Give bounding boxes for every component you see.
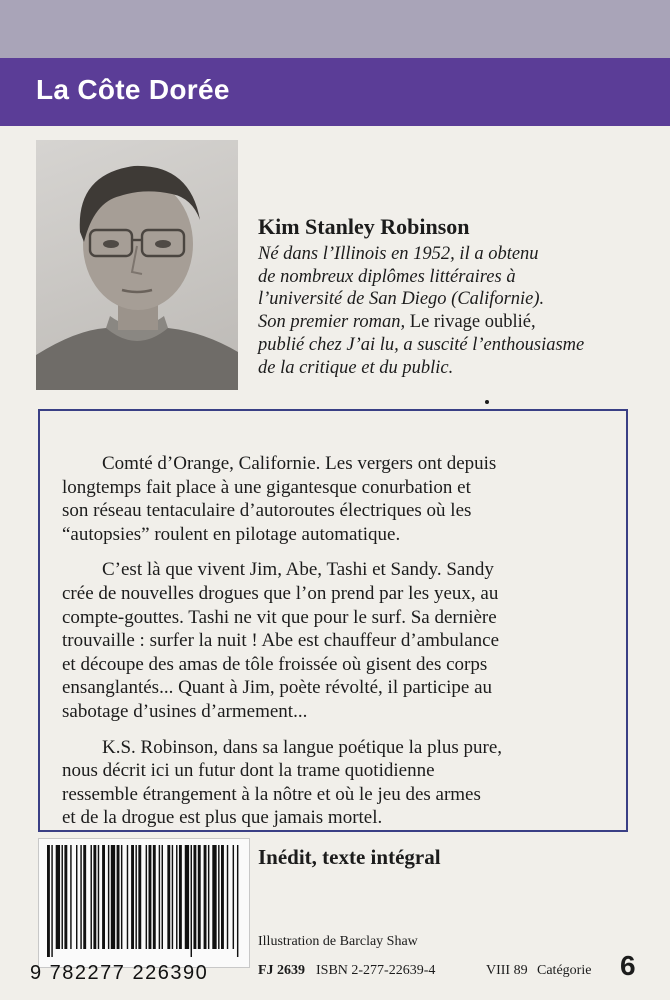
barcode-bar bbox=[162, 845, 163, 949]
barcode-bar bbox=[93, 845, 96, 949]
barcode-bar bbox=[102, 845, 105, 949]
blurb-line: crée de nouvelles drogues que l’on prend par les yeux, au bbox=[62, 582, 499, 604]
blurb-line: longtemps fait place à une gigantesque conurbation et bbox=[62, 476, 471, 498]
blurb-line: ensanglantés... Quant à Jim, poète révolté, il participe au bbox=[62, 677, 492, 699]
bio-line bbox=[258, 357, 668, 380]
blurb-line: trouvaille : surfer la nuit ! Abe est chauffeur d’ambulance bbox=[62, 630, 500, 652]
bio-text-run: Le rivage oublié, bbox=[409, 312, 536, 333]
barcode-bar bbox=[153, 845, 156, 949]
author-portrait-image bbox=[36, 140, 238, 390]
barcode-digits: 9 782277 226390 bbox=[30, 962, 209, 984]
barcode-bar bbox=[83, 845, 86, 949]
bio-text-run: Son premier roman, bbox=[258, 312, 410, 333]
bio-text-run: de nombreux diplômes littéraires à bbox=[258, 266, 516, 287]
isbn-number: ISBN 2-277-22639-4 bbox=[316, 963, 436, 978]
category-number: 6 bbox=[620, 950, 636, 981]
illustration-credit: Illustration de Barclay Shaw bbox=[258, 934, 418, 949]
barcode-bar bbox=[221, 845, 224, 949]
barcode-bar bbox=[237, 845, 238, 957]
bio-text-run: Né dans l’Illinois en 1952, il a obtenu bbox=[258, 244, 539, 264]
barcode-bar bbox=[176, 845, 177, 949]
cover-top-band bbox=[0, 0, 670, 58]
barcode-bar bbox=[208, 845, 209, 949]
isbn-barcode bbox=[38, 838, 250, 968]
bio-line bbox=[258, 311, 668, 334]
author-bio bbox=[258, 243, 668, 379]
barcode-bars bbox=[39, 839, 249, 957]
print-date: VIII 89 bbox=[486, 963, 528, 978]
bio-text-run: l’université de San Diego (Californie). bbox=[258, 289, 545, 310]
barcode-bar bbox=[76, 845, 77, 949]
barcode-bar bbox=[108, 845, 109, 949]
blurb-line: et découpe des amas de tôle froissée où gisent des corps bbox=[62, 653, 488, 675]
barcode-bar bbox=[167, 845, 170, 949]
barcode-bar bbox=[47, 845, 50, 957]
barcode-bar bbox=[98, 845, 99, 949]
barcode-bar bbox=[70, 845, 71, 949]
barcode-bar bbox=[212, 845, 216, 949]
barcode-bar bbox=[193, 845, 196, 949]
author-photo bbox=[36, 140, 238, 390]
separator-dot bbox=[485, 400, 489, 404]
barcode-bar bbox=[62, 845, 63, 949]
blurb-line: Comté d’Orange, Californie. Les vergers ont depuis bbox=[102, 453, 497, 474]
blurb-line: K.S. Robinson, dans sa langue poétique la plus pure, bbox=[102, 736, 503, 758]
paragraph-gap bbox=[62, 546, 622, 558]
barcode-bar bbox=[191, 845, 192, 957]
bio-line bbox=[258, 334, 668, 357]
bio-text-run: publié chez J’ai lu, a suscité l’enthousiasme bbox=[258, 334, 585, 355]
barcode-bar bbox=[172, 845, 173, 949]
category-label: Catégorie bbox=[537, 963, 592, 978]
blurb-line: ressemble étrangement à la nôtre et où le jeu des armes bbox=[62, 783, 481, 805]
bio-line bbox=[258, 266, 668, 289]
barcode-bar bbox=[121, 845, 122, 949]
catalog-info bbox=[258, 950, 636, 981]
barcode-bar bbox=[91, 845, 92, 949]
bio-line bbox=[258, 243, 668, 266]
barcode-bar bbox=[146, 845, 147, 949]
bio-line bbox=[258, 288, 668, 311]
barcode-bar bbox=[64, 845, 67, 949]
barcode-bar bbox=[51, 845, 52, 957]
bio-text-run: de la critique et du public. bbox=[258, 357, 454, 378]
barcode-bar bbox=[159, 845, 160, 949]
blurb-line: compte-gouttes. Tashi ne vit que pour le surf. Sa dernière bbox=[62, 606, 497, 628]
barcode-bar bbox=[179, 845, 182, 949]
barcode-bar bbox=[185, 845, 189, 949]
barcode-bar bbox=[117, 845, 120, 949]
barcode-bar bbox=[233, 845, 234, 949]
barcode-bar bbox=[135, 845, 136, 949]
blurb-line: “autopsies” roulent en pilotage automatique. bbox=[62, 523, 401, 545]
blurb-line: et de la drogue est plus que jamais mortel. bbox=[62, 807, 383, 829]
barcode-bar bbox=[204, 845, 207, 949]
barcode-bar bbox=[218, 845, 219, 949]
blurb-line: C’est là que vivent Jim, Abe, Tashi et Sandy. Sandy bbox=[102, 559, 494, 581]
blurb-line: sabotage d’usines d’armement... bbox=[62, 700, 308, 722]
barcode-bar bbox=[149, 845, 152, 949]
barcode-bar bbox=[227, 845, 228, 949]
barcode-bar bbox=[131, 845, 134, 949]
catalog-code: FJ 2639 bbox=[258, 963, 306, 978]
author-name: Kim Stanley Robinson bbox=[258, 214, 470, 239]
blurb-line: nous décrit ici un futur dont la trame quotidienne bbox=[62, 760, 435, 782]
series-title: La Côte Dorée bbox=[36, 74, 230, 105]
barcode-bar bbox=[127, 845, 128, 949]
barcode-bar bbox=[56, 845, 60, 949]
barcode-bar bbox=[138, 845, 141, 949]
barcode-bar bbox=[198, 845, 201, 949]
barcode-bar bbox=[80, 845, 81, 949]
paragraph-gap bbox=[62, 724, 622, 736]
barcode-bar bbox=[111, 845, 115, 949]
blurb-text bbox=[62, 452, 622, 830]
blurb-line: son réseau tentaculaire d’autoroutes électriques où les bbox=[62, 500, 472, 522]
edition-note: Inédit, texte intégral bbox=[258, 845, 441, 869]
